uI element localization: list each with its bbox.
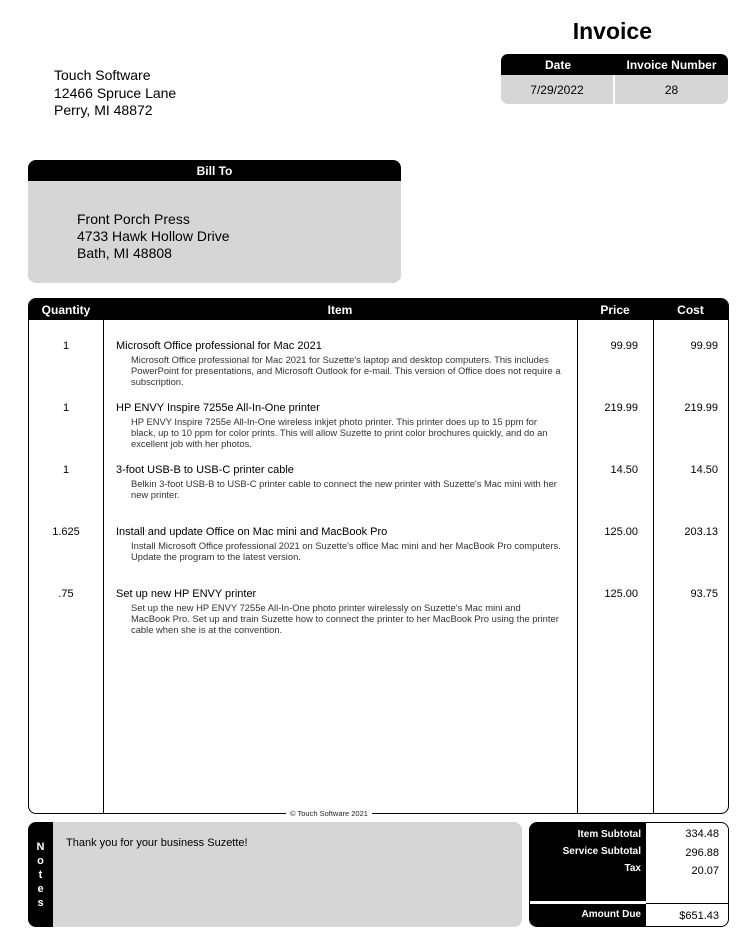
service-subtotal-label: Service Subtotal	[562, 846, 641, 857]
tax-label: Tax	[624, 863, 641, 874]
invoice-number-label: Invoice Number	[626, 57, 717, 72]
service-subtotal-value: 296.88	[685, 847, 719, 859]
invoice-meta-values	[501, 75, 728, 104]
row-cost: 203.13	[684, 526, 718, 538]
row-cost: 93.75	[690, 588, 718, 600]
row-item-description: Belkin 3-foot USB-B to USB-C printer cable to connect the new printer with Suzette's Mac mini with her new printer.	[131, 478, 557, 500]
row-item-name: Install and update Office on Mac mini and MacBook Pro	[116, 526, 388, 538]
amount-due-label: Amount Due	[581, 909, 641, 920]
invoice-number[interactable]: 28	[664, 82, 679, 97]
copyright-footer: © Touch Software 2021	[286, 809, 372, 818]
company-street: 12466 Spruce Lane	[54, 84, 177, 101]
row-item-name: 3-foot USB-B to USB-C printer cable	[116, 464, 294, 476]
line-items-table	[28, 298, 729, 814]
notes-label	[28, 822, 53, 927]
row-price: 99.99	[610, 340, 638, 352]
row-item-description: Set up the new HP ENVY 7255e All-In-One photo printer wirelessly on Suzette's Mac mini and MacBook Pro. Set up and train Suzette how to connect the printer to her MacBook Pro using the printer cable when she is at the convention.	[131, 602, 559, 635]
table-row[interactable]	[29, 526, 728, 586]
amount-due-value: $651.43	[679, 910, 719, 922]
price-header: Price	[600, 302, 630, 317]
notes-label-letter: e	[37, 882, 44, 895]
notes-label-letter: t	[38, 868, 43, 881]
cost-header: Cost	[677, 302, 704, 317]
bill-to-address[interactable]	[77, 211, 230, 262]
table-header	[29, 299, 728, 320]
bill-to-street: 4733 Hawk Hollow Drive	[77, 228, 230, 244]
tax-value[interactable]: 20.07	[691, 865, 719, 877]
row-price: 125.00	[604, 526, 638, 538]
row-price: 14.50	[610, 464, 638, 476]
subtotals-labels	[530, 823, 646, 901]
invoice-meta-header	[501, 54, 728, 75]
row-item-name: Microsoft Office professional for Mac 2021	[116, 340, 322, 352]
row-quantity: 1	[62, 464, 70, 476]
row-cost: 99.99	[690, 340, 718, 352]
bill-to-city: Bath, MI 48808	[77, 245, 172, 261]
company-name: Touch Software	[54, 67, 151, 83]
item-header: Item	[327, 302, 353, 317]
bill-to-name: Front Porch Press	[77, 211, 190, 227]
quantity-header: Quantity	[41, 302, 91, 317]
company-city: Perry, MI 48872	[54, 102, 153, 118]
notes-label-letter: o	[37, 854, 44, 867]
notes-text[interactable]: Thank you for your business Suzette!	[66, 837, 248, 849]
company-address	[54, 67, 176, 120]
invoice-meta-box	[501, 54, 728, 104]
row-cost: 14.50	[690, 464, 718, 476]
table-row[interactable]	[29, 464, 728, 524]
bill-to-header: Bill To	[28, 160, 401, 181]
item-subtotal-label: Item Subtotal	[577, 829, 641, 840]
bill-to-box	[28, 160, 401, 283]
table-row[interactable]	[29, 340, 728, 400]
row-quantity: 1	[62, 340, 70, 352]
invoice-title: Invoice	[572, 18, 652, 44]
row-quantity: .75	[58, 588, 74, 600]
row-item-description: HP ENVY Inspire 7255e All-In-One wireless inkjet photo printer. This printer does up to 15 ppm for black, up to 10 ppm for color prints. This will allow Suzette to print color brochures quickly, and do an excellent job with her photos.	[131, 416, 548, 449]
totals-divider	[646, 903, 728, 904]
date-label: Date	[544, 57, 571, 72]
row-item-description: Install Microsoft Office professional 2021 on Suzette's office Mac mini and her MacBook Pro computers. Update the program to the latest version.	[131, 540, 561, 562]
table-row[interactable]	[29, 402, 728, 462]
notes-label-letter: s	[37, 896, 44, 909]
notes-label-letter: N	[36, 840, 45, 853]
row-price: 125.00	[604, 588, 638, 600]
amount-due-label-cell	[530, 904, 646, 926]
row-item-description: Microsoft Office professional for Mac 2021 for Suzette's laptop and desktop computers. This includes PowerPoint for presentations, and Microsoft Outlook for e-mail. This version of Office does not require a subscription.	[131, 354, 561, 387]
row-cost: 219.99	[684, 402, 718, 414]
row-quantity: 1	[62, 402, 70, 414]
row-item-name: HP ENVY Inspire 7255e All-In-One printer	[116, 402, 320, 414]
table-row[interactable]	[29, 588, 728, 648]
notes-box	[28, 822, 522, 927]
row-quantity: 1.625	[52, 526, 80, 538]
invoice-date[interactable]: 7/29/2022	[501, 75, 615, 104]
row-price: 219.99	[604, 402, 638, 414]
totals-box	[529, 822, 729, 927]
row-item-name: Set up new HP ENVY printer	[116, 588, 257, 600]
item-subtotal-value: 334.48	[685, 828, 719, 840]
